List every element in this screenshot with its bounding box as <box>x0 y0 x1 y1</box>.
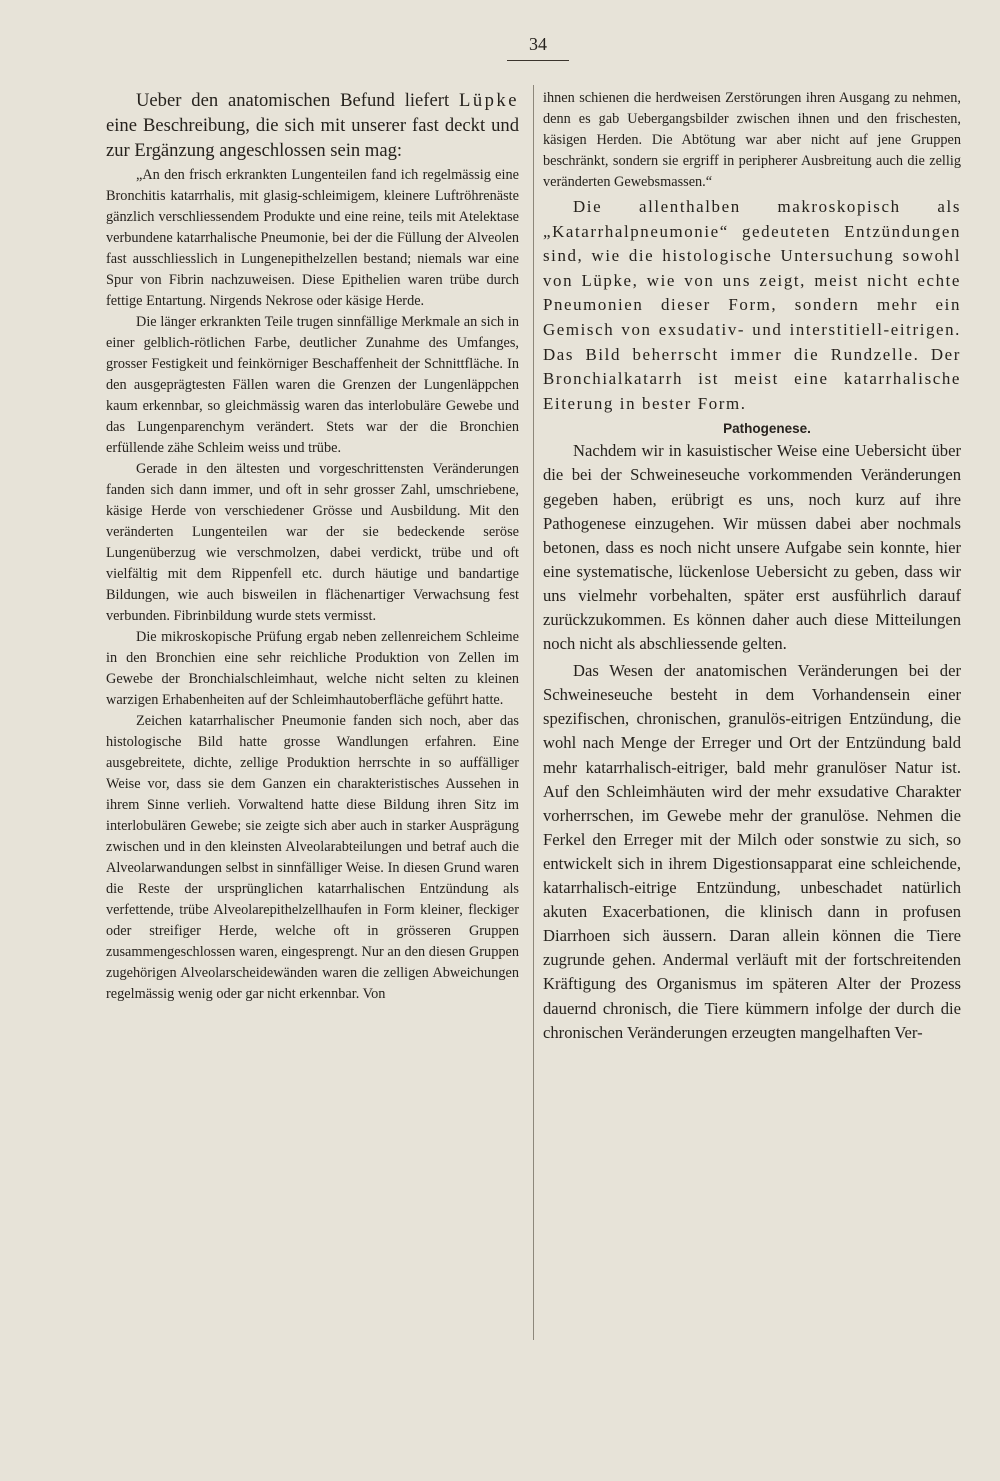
quote-paragraph-3: Gerade in den ältesten und vorgeschrittensten Veränderungen fanden sich dann immer, und oft in sehr grosser Zahl, umschriebene, käsige Herde von verschiedener Grösse und Ausbildung. Mit den veränderten Lungenteilen war der sie bedeckende seröse Lungenüberzug wie verschmolzen, dabei verdickt, trübe und oft vielfältig mit dem Rippenfell etc. durch häutige und bandartige Bildungen, wie auch bisweilen in flächenartiger Verwachsung fest verbunden. Fibrinbildung wurde stets vermisst. <box>106 461 519 624</box>
body-paragraph-1: Nachdem wir in kasuistischer Weise eine Uebersicht über die bei der Schweineseuche vorkommenden Veränderungen gegeben haben, erübrigt es uns, noch kurz auf ihre Pathogenese einzugehen. Wir müssen dabei aber nochmals betonen, dass es noch nicht unsere Aufgabe sein konnte, hier eine systematische, lückenlose Uebersicht zu geben, dass wir uns vielmehr vorbehalten, später erst ausführlich darauf zurückzukommen. Es können daher auch diese Mitteilungen noch nicht als abschliessende gelten. <box>543 441 961 654</box>
quote-paragraph-1: „An den frisch erkrankten Lungenteilen fand ich regelmässig eine Bronchitis katarrhalis, mit glasig-schleimigem, kleinere Luftröhrenäste gänzlich verschliessendem Produkte und eine reine, teils mit Atelektase verbundene katarrhalische Pneumonie, bei der die Füllung der Alveolen fast ausschliesslich in Lungenepithelzellen bestand; niemals war eine Spur von Fibrin nachzuweisen. Diese Epithelien waren trübe durch fettige Entartung. Nirgends Nekrose oder käsige Herde. <box>106 167 519 309</box>
page-number: 34 <box>529 34 547 54</box>
intro-paragraph: Ueber den anatomischen Befund liefert Lüpke eine Beschreibung, die sich mit unserer fast deckt und zur Ergänzung angeschlossen sein mag: <box>106 90 519 161</box>
summary-paragraph: Die allenthalben makroskopisch als „Katarrhalpneumonie“ gedeuteten Entzündungen sind, wie die histologische Untersuchung sowohl von Lüpke, wie von uns zeigt, meist nicht echte Pneumonien dieser Form, sondern mehr ein Gemisch von exsudativ- und interstitiell-eitrigen. Das Bild beherrscht immer die Rundzelle. Der Bronchialkatarrh ist meist eine katarrhalische Eiterung in bester Form. <box>543 197 961 413</box>
column-divider <box>533 85 534 1340</box>
author-name: Lüpke <box>458 90 519 111</box>
section-heading: Pathogenese. <box>723 421 811 437</box>
right-column <box>543 88 961 1045</box>
quote-continuation: ihnen schienen die herdweisen Zerstörungen ihren Ausgang zu nehmen, denn es gab Uebergangsbilder zwischen ihnen und den frischesten, käsigen Herden. Die Abtötung war aber nicht auf jene Gruppen beschränkt, sondern sie ergriff in peripherer Ausbreitung auch die zellig veränderten Gewebsmassen.“ <box>543 90 961 190</box>
header-rule <box>507 60 569 61</box>
quote-paragraph-4: Die mikroskopische Prüfung ergab neben zellenreichem Schleime in den Bronchien eine sehr reichliche Produktion von Zellen im Gewebe der Bronchialschleimhaut, welche nicht selten zu kleinen warzigen Erhabenheiten auf der Schleimhautoberfläche geführt hatte. <box>106 629 519 708</box>
body-paragraph-2: Das Wesen der anatomischen Veränderungen bei der Schweineseuche besteht in dem Vorhandensein einer spezifischen, chronischen, granulös-eitrigen Entzündung, die wohl nach Menge der Erreger und Ort der Entzündung bald mehr katarrhalisch-eitriger, bald mehr granulöser Natur ist. Auf den Schleimhäuten wird der mehr exsudative Charakter vorherrschen, im Gewebe mehr der granulöse. Nehmen die Ferkel den Erreger mit der Milch oder sonstwie zu sich, so entwickelt sich in ihrem Digestionsapparat eine schleichende, katarrhalisch-eitrige Entzündung, unbeschadet natürlich akuten Exacerbationen, die klinisch dann in profusen Diarrhoen sich äussern. Daran allein können die Tiere zugrunde gehen. Andermal verläuft mit der fortschreitenden Kräftigung des Organismus im späteren Alter der Prozess dauernd chronisch, die Tiere kümmern infolge der durch die chronischen Veränderungen erzeugten mangelhaften Ver- <box>543 661 961 1042</box>
quote-paragraph-2: Die länger erkrankten Teile trugen sinnfällige Merkmale an sich in einer gelblich-rötlichen Farbe, deutlicher Zunahme des Umfanges, grosser Festigkeit und feinkörniger Beschaffenheit der Schnittfläche. In den ausgeprägtesten Fällen waren die Grenzen der Lungenläppchen kaum erkennbar, so gleichmässig waren das interlobuläre Gewebe und das Lungenparenchym verändert. Stets war der die Bronchien erfüllende zähe Schleim weiss und trübe. <box>106 314 519 456</box>
left-column <box>106 88 519 1005</box>
quote-paragraph-5: Zeichen katarrhalischer Pneumonie fanden sich noch, aber das histologische Bild hatte grosse Wandlungen erfahren. Eine ausgebreitete, dichte, zellige Produktion herrschte in so auffälliger Weise vor, dass sie dem Ganzen ein charakteristisches Aussehen in ihrem Sinne verlieh. Vorwaltend hatte diese Bildung ihren Sitz im interlobulären Gewebe; sie zeigte sich aber auch in starker Ausprägung zwischen und in den kleinsten Alveolarabteilungen und betraf auch die Alveolarwandungen selbst in sinnfälliger Weise. In diesen Grund waren die Reste der ursprünglichen katarrhalischen Entzündung als verfettende, trübe Alveolarepithelzellhaufen in Form kleiner, fleckiger oder streifiger Herde, welche oft in grösseren Gruppen zusammengeschlossen waren, eingesprengt. Nur an den diesen Gruppen zugehörigen Alveolarscheidewänden waren die zelligen Abweichungen regelmässig wenig oder gar nicht erkennbar. Von <box>106 713 519 1002</box>
